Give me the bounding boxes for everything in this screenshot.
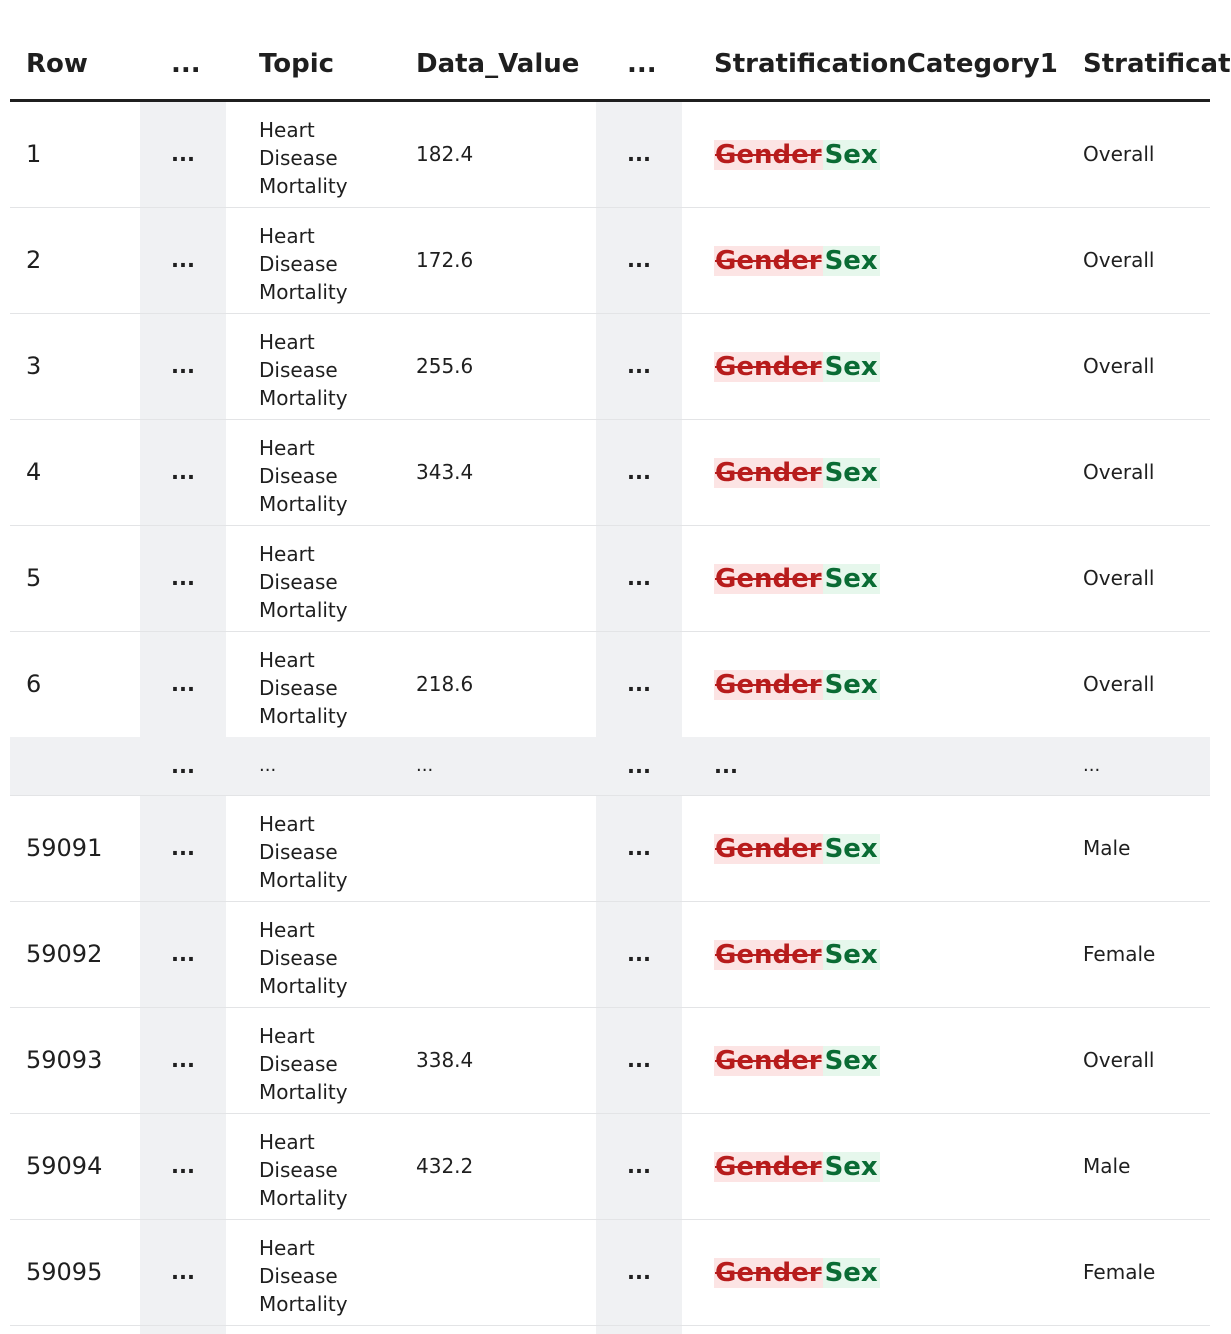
ellipsis-cell-a: ... [171,354,195,378]
data-value-cell: 338.4 [416,1048,474,1072]
ellipsis-cell-b: ... [627,1154,651,1178]
ellipsis-cell-a: ... [171,1048,195,1072]
stratification-category-diff [714,832,880,866]
omitted-rows-row [10,737,1210,796]
header-topic: Topic [259,49,335,79]
stratification-category-diff [714,668,880,702]
added-text: Sex [824,940,878,970]
ellipsis-cell-b: ... [627,942,651,966]
table-row [10,902,1210,1008]
header-data-value: Data_Value [416,49,580,79]
ellipsis-cell-a: ... [171,142,195,166]
gap-strat: ... [1083,755,1101,776]
stratification-cell: Overall [1083,672,1155,696]
table-row [10,420,1210,526]
removed-text: Gender [715,1152,822,1182]
row-number: 6 [26,670,42,698]
header-ellipsis-a: ... [171,49,201,79]
header-row: Row [26,49,88,79]
topic-cell: Heart Disease Mortality [259,1130,348,1210]
ellipsis-cell-b: ... [627,354,651,378]
data-value-cell: 255.6 [416,354,474,378]
removed-text: Gender [715,458,822,488]
ellipsis-cell-a: ... [171,942,195,966]
stratification-cell: Female [1083,942,1156,966]
added-text: Sex [824,1046,878,1076]
data-value-cell: 432.2 [416,1154,474,1178]
header-stratification-category: StratificationCategory1 [714,49,1058,79]
data-value-cell: 182.4 [416,142,474,166]
row-number: 1 [26,140,42,168]
gap-topic: ... [259,755,277,776]
removed-text: Gender [715,670,822,700]
added-text: Sex [824,670,878,700]
data-table [10,0,1231,1334]
topic-cell: Heart Disease Mortality [259,118,348,198]
removed-text: Gender [715,1046,822,1076]
row-number: 59091 [26,834,103,862]
table-row [10,796,1210,902]
data-value-cell: 218.6 [416,672,474,696]
topic-cell: Heart Disease Mortality [259,436,348,516]
added-text: Sex [824,246,878,276]
ellipsis-cell-b: ... [627,836,651,860]
stratification-category-diff [714,244,880,278]
topic-cell: Heart Disease Mortality [259,918,348,998]
ellipsis-cell-a: ... [171,836,195,860]
topic-cell: Heart Disease Mortality [259,812,348,892]
added-text: Sex [824,458,878,488]
stratification-cell: Female [1083,1260,1156,1284]
table-row [10,1220,1210,1326]
data-value-cell: 172.6 [416,248,474,272]
stratification-category-diff [714,456,880,490]
removed-text: Gender [715,352,822,382]
table-header [10,0,1231,102]
removed-text: Gender [715,564,822,594]
header-ellipsis-b: ... [627,49,657,79]
stratification-cell: Overall [1083,248,1155,272]
table-row [10,314,1210,420]
stratification-category-diff [714,138,880,172]
topic-cell: Heart Disease Mortality [259,542,348,622]
table-row [10,526,1210,632]
gap-value: ... [416,755,434,776]
added-text: Sex [824,834,878,864]
ellipsis-cell-b: ... [627,672,651,696]
ellipsis-cell-a: ... [171,248,195,272]
ellipsis-cell-a: ... [171,1154,195,1178]
removed-text: Gender [715,940,822,970]
ellipsis-cell-b: ... [627,1260,651,1284]
stratification-cell: Male [1083,1154,1131,1178]
stratification-cell: Male [1083,836,1131,860]
stratification-cell: Overall [1083,1048,1155,1072]
stratification-cell: Overall [1083,142,1155,166]
removed-text: Gender [715,834,822,864]
stratification-category-diff [714,562,880,596]
table-row [10,208,1210,314]
added-text: Sex [824,564,878,594]
row-number: 4 [26,458,42,486]
gap-ellipsis-b: ... [627,754,651,778]
ellipsis-cell-b: ... [627,460,651,484]
table-row [10,1008,1210,1114]
stratification-category-diff [714,1150,880,1184]
ellipsis-cell-a: ... [171,566,195,590]
table-row [10,1114,1210,1220]
stratification-category-diff [714,1044,880,1078]
topic-cell: Heart Disease Mortality [259,1236,348,1316]
ellipsis-cell-a: ... [171,460,195,484]
row-number: 59093 [26,1046,103,1074]
gap-ellipsis-a: ... [171,754,195,778]
table-row [10,632,1210,738]
table-row [10,102,1210,208]
topic-cell: Heart Disease Mortality [259,224,348,304]
stratification-category-diff [714,350,880,384]
added-text: Sex [824,1152,878,1182]
data-value-cell: 343.4 [416,460,474,484]
ellipsis-cell-b: ... [627,142,651,166]
stratification-cell: Overall [1083,566,1155,590]
added-text: Sex [824,140,878,170]
removed-text: Gender [715,246,822,276]
topic-cell: Heart Disease Mortality [259,1024,348,1104]
row-number: 59094 [26,1152,103,1180]
removed-text: Gender [715,140,822,170]
ellipsis-cell-b: ... [627,1048,651,1072]
ellipsis-cell-b: ... [627,566,651,590]
row-number: 2 [26,246,42,274]
header-stratification: Stratificat [1083,49,1231,79]
added-text: Sex [824,1258,878,1288]
stratification-category-diff [714,938,880,972]
row-number: 3 [26,352,42,380]
ellipsis-cell-b: ... [627,248,651,272]
row-number: 5 [26,564,42,592]
stratification-cell: Overall [1083,354,1155,378]
topic-cell: Heart Disease Mortality [259,648,348,728]
gap-strat-cat: ... [714,754,738,778]
ellipsis-cell-a: ... [171,672,195,696]
row-number: 59095 [26,1258,103,1286]
ellipsis-cell-a: ... [171,1260,195,1284]
row-number: 59092 [26,940,103,968]
topic-cell: Heart Disease Mortality [259,330,348,410]
stratification-cell: Overall [1083,460,1155,484]
removed-text: Gender [715,1258,822,1288]
stratification-category-diff [714,1256,880,1290]
added-text: Sex [824,352,878,382]
